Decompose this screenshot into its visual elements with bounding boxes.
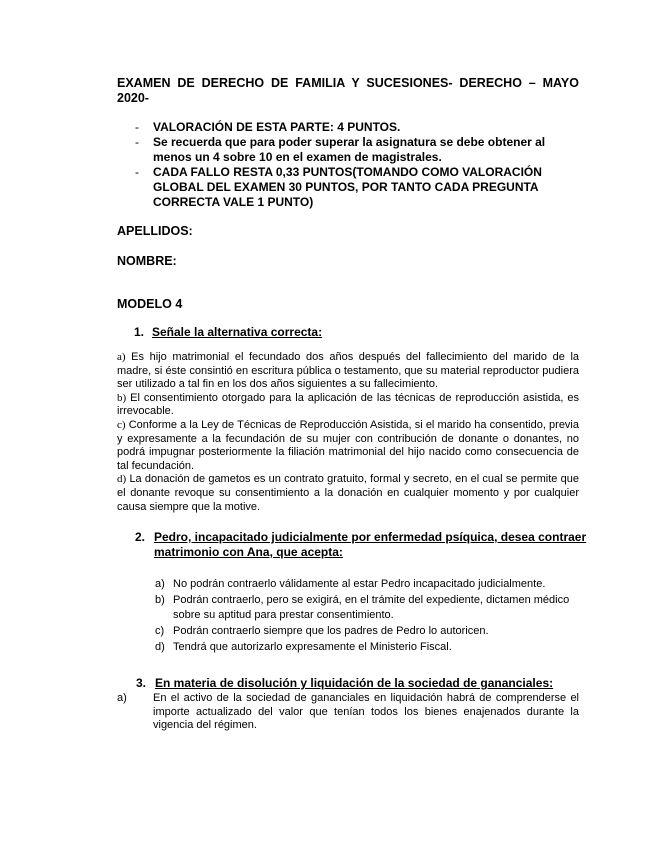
option-letter: b): [117, 391, 127, 404]
question-1-options: [117, 351, 579, 514]
rule-item: - Se recuerda que para poder superar la asignatura se debe obtener al menos un 4 sobre 10 en el examen de magistrales.: [117, 135, 582, 165]
option-letter: b): [155, 594, 165, 606]
option-text: Podrán contraerlo, pero se exigirá, en el trámite del expediente, dictamen médico sobre su aptitud para prestar consentimiento.: [173, 594, 570, 621]
option-letter: d): [117, 473, 127, 486]
option-c: [117, 419, 579, 473]
question-1-heading: [134, 325, 574, 340]
option-text: Es hijo matrimonial el fecundado dos años después del fallecimiento del marido de la madre, si éste consintió en escritura pública o testamento, que su material reproductor pudiera ser utilizado a tal fin en los dos años siguientes a su fallecimiento.: [117, 351, 579, 391]
option-b: [155, 593, 575, 623]
question-number: 3.: [136, 676, 147, 690]
option-d: [155, 640, 575, 655]
option-letter: a): [117, 692, 127, 704]
question-number: 2.: [135, 530, 146, 544]
option-text: No podrán contraerlo válidamente al estar Pedro incapacitado judicialmente.: [173, 578, 546, 590]
option-text: La donación de gametos es un contrato gratuito, formal y secreto, en el cual se permite que el donante revoque su consentimiento a la donación en cualquier momento y por cualquier causa siempre que la motive.: [117, 473, 579, 513]
option-letter: c): [117, 418, 126, 431]
option-c: [155, 624, 575, 639]
question-2-heading: [135, 530, 598, 560]
question-text: Señale la alternativa correcta:: [152, 325, 323, 339]
option-letter: d): [155, 641, 165, 653]
option-text: Conforme a la Ley de Técnicas de Reproducción Asistida, si el marido ha consentido, previa y expresamente a la fecundación de su mujer con contribución de donante o donantes, no podrá impugnar posteriormente la filiación matrimonial del hijo nacido como consecuencia de tal fecundación.: [117, 418, 579, 472]
option-text: Podrán contraerlo siempre que los padres de Pedro lo autoricen.: [173, 625, 489, 637]
rule-item: - VALORACIÓN DE ESTA PARTE: 4 PUNTOS.: [117, 120, 582, 135]
option-letter: c): [155, 625, 165, 637]
rule-item: - CADA FALLO RESTA 0,33 PUNTOS(TOMANDO COMO VALORACIÓN GLOBAL DEL EXAMEN 30 PUNTOS, POR TANTO CADA PREGUNTA CORRECTA VALE 1 PUNTO): [117, 165, 582, 210]
question-text: En materia de disolución y liquidación de la sociedad de gananciales:: [155, 676, 554, 690]
question-text: Pedro, incapacitado judicialmente por enfermedad psíquica, desea contraer matrimonio con Ana, que acepta:: [154, 530, 587, 559]
option-text: El consentimiento otorgado para la aplicación de las técnicas de reproducción asistida, es irrevocable.: [117, 391, 579, 418]
option-letter: a): [117, 351, 126, 363]
question-number: 1.: [134, 325, 145, 339]
exam-rules-list: [117, 120, 582, 210]
option-a: [117, 692, 579, 733]
apellidos-label: APELLIDOS:: [117, 224, 193, 238]
option-letter: a): [155, 578, 165, 590]
model-label: MODELO 4: [117, 297, 183, 311]
option-a: [117, 351, 579, 392]
question-2-options: [155, 577, 575, 656]
question-3-options: [117, 692, 579, 733]
option-text: En el activo de la sociedad de gananciales en liquidación habrá de comprenderse el importe actualizado del valor que tenían todos los bienes enajenados durante la vigencia del régimen.: [153, 692, 579, 732]
option-b: [117, 392, 579, 419]
option-text: Tendrá que autorizarlo expresamente el Ministerio Fiscal.: [173, 641, 452, 653]
option-a: [155, 577, 575, 592]
nombre-label: NOMBRE:: [117, 254, 177, 268]
option-d: [117, 473, 579, 514]
exam-title: EXAMEN DE DERECHO DE FAMILIA Y SUCESIONES- DERECHO – MAYO 2020-: [117, 76, 579, 105]
question-3-heading: [136, 676, 576, 691]
